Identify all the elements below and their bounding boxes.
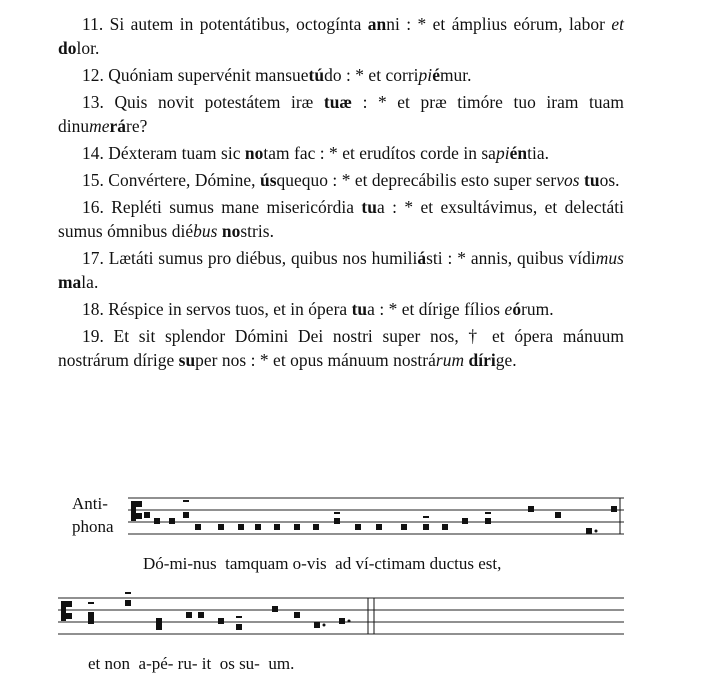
- verse-text: ma: [58, 272, 82, 292]
- chant-staff-2: [58, 592, 624, 652]
- verse-15: [58, 168, 624, 192]
- verse-text: tu: [361, 197, 377, 217]
- psalm-verses: [58, 12, 624, 375]
- verse-text: dí: [468, 350, 484, 370]
- verse-number: 13.: [82, 92, 115, 112]
- verse-text: lor.: [76, 38, 100, 58]
- verse-text: me: [89, 116, 110, 136]
- verse-number: 17.: [82, 248, 109, 268]
- verse-number: 18.: [82, 299, 109, 319]
- verse-text: tú: [308, 65, 325, 85]
- verse-text: rum.: [521, 299, 554, 319]
- verse-text: Et sit splendor Dómini Dei nostri super nos, † et ópera mánuum nostrárum dírige: [58, 326, 624, 370]
- verse-text: rá: [109, 116, 127, 136]
- verse-text: a : * et dírige fílios: [367, 299, 505, 319]
- verse-text: pi: [418, 65, 433, 85]
- verse-text: tia.: [527, 143, 550, 163]
- verse-14: [58, 141, 624, 165]
- verse-number: 12.: [82, 65, 109, 85]
- chant-staff-1: [58, 492, 624, 552]
- verse-number: 11.: [82, 14, 110, 34]
- verse-text: tu: [351, 299, 368, 319]
- verse-text: mus: [595, 248, 624, 268]
- verse-11: [58, 12, 624, 60]
- verse-text: Déxteram tuam sic: [108, 143, 245, 163]
- verse-19: [58, 324, 624, 372]
- verse-number: 14.: [82, 143, 109, 163]
- verse-text: do : * et corri: [324, 65, 419, 85]
- verse-text: á: [417, 248, 427, 268]
- verse-text: no: [221, 221, 241, 241]
- verse-text: Quóniam supervénit mansue: [108, 65, 309, 85]
- verse-text: per nos : * et opus mánuum nostrá: [195, 350, 436, 370]
- antiphon-staff-2: [58, 592, 624, 682]
- verse-text: su: [178, 350, 196, 370]
- verse-text: quequo : * et deprecábilis esto super ser: [276, 170, 557, 190]
- verse-text: et: [611, 14, 624, 34]
- verse-13: [58, 90, 624, 138]
- verse-text: mur.: [439, 65, 472, 85]
- verse-text: én: [509, 143, 528, 163]
- verse-number: 16.: [82, 197, 112, 217]
- verse-text: ni : * et ámplius eórum, labor: [386, 14, 612, 34]
- verse-text: an: [367, 14, 387, 34]
- antiphon-staff-1: [58, 492, 624, 582]
- verse-12: [58, 63, 624, 87]
- antiphon-label-line2: phona: [72, 517, 114, 536]
- verse-18: [58, 297, 624, 321]
- verse-text: e: [504, 299, 513, 319]
- verse-text: tam fac : * et erudítos corde in sa: [263, 143, 496, 163]
- antiphon-label-line1: Anti-: [72, 494, 108, 513]
- verse-text: sti : * annis, quibus vídi: [426, 248, 596, 268]
- verse-text: Réspice in servos tuos, et in ópera: [108, 299, 352, 319]
- verse-text: Si autem in potentátibus, octogínta: [109, 14, 368, 34]
- verse-16: [58, 195, 624, 243]
- verse-text: la.: [81, 272, 99, 292]
- verse-text: ó: [512, 299, 522, 319]
- verse-text: Lætáti sumus pro diébus, quibus nos humili: [108, 248, 418, 268]
- verse-text: ge.: [495, 350, 517, 370]
- verse-text: a : * et exsultávimus, et delectáti sumus ómnibus dié: [58, 197, 624, 241]
- verse-text: bus: [193, 221, 218, 241]
- verse-number: 15.: [82, 170, 109, 190]
- antiphon-lyrics-2: et non a-pé- ru- it os su- um.: [88, 654, 295, 673]
- verse-text: tuæ: [323, 92, 353, 112]
- verse-text: pi: [495, 143, 510, 163]
- verse-text: vos: [556, 170, 580, 190]
- verse-text: no: [244, 143, 264, 163]
- verse-text: tu: [584, 170, 600, 190]
- verse-text: os.: [599, 170, 620, 190]
- verse-text: stris.: [240, 221, 274, 241]
- verse-17: [58, 246, 624, 294]
- verse-text: ús: [259, 170, 277, 190]
- verse-text: ri: [483, 350, 496, 370]
- verse-text: do: [58, 38, 77, 58]
- verse-text: é: [432, 65, 440, 85]
- verse-text: Convértere, Dómine,: [108, 170, 260, 190]
- antiphon-lyrics-1: Dó-mi-nus tamquam o-vis ad ví-ctimam ductus est,: [143, 554, 502, 573]
- verse-text: rum: [435, 350, 465, 370]
- verse-text: Repléti sumus mane misericórdia: [111, 197, 362, 217]
- verse-text: re?: [126, 116, 148, 136]
- verse-text: : * et præ timóre tuo iram tuam dinu: [58, 92, 624, 136]
- verse-number: 19.: [82, 326, 114, 346]
- verse-text: Quis novit potestátem iræ: [114, 92, 324, 112]
